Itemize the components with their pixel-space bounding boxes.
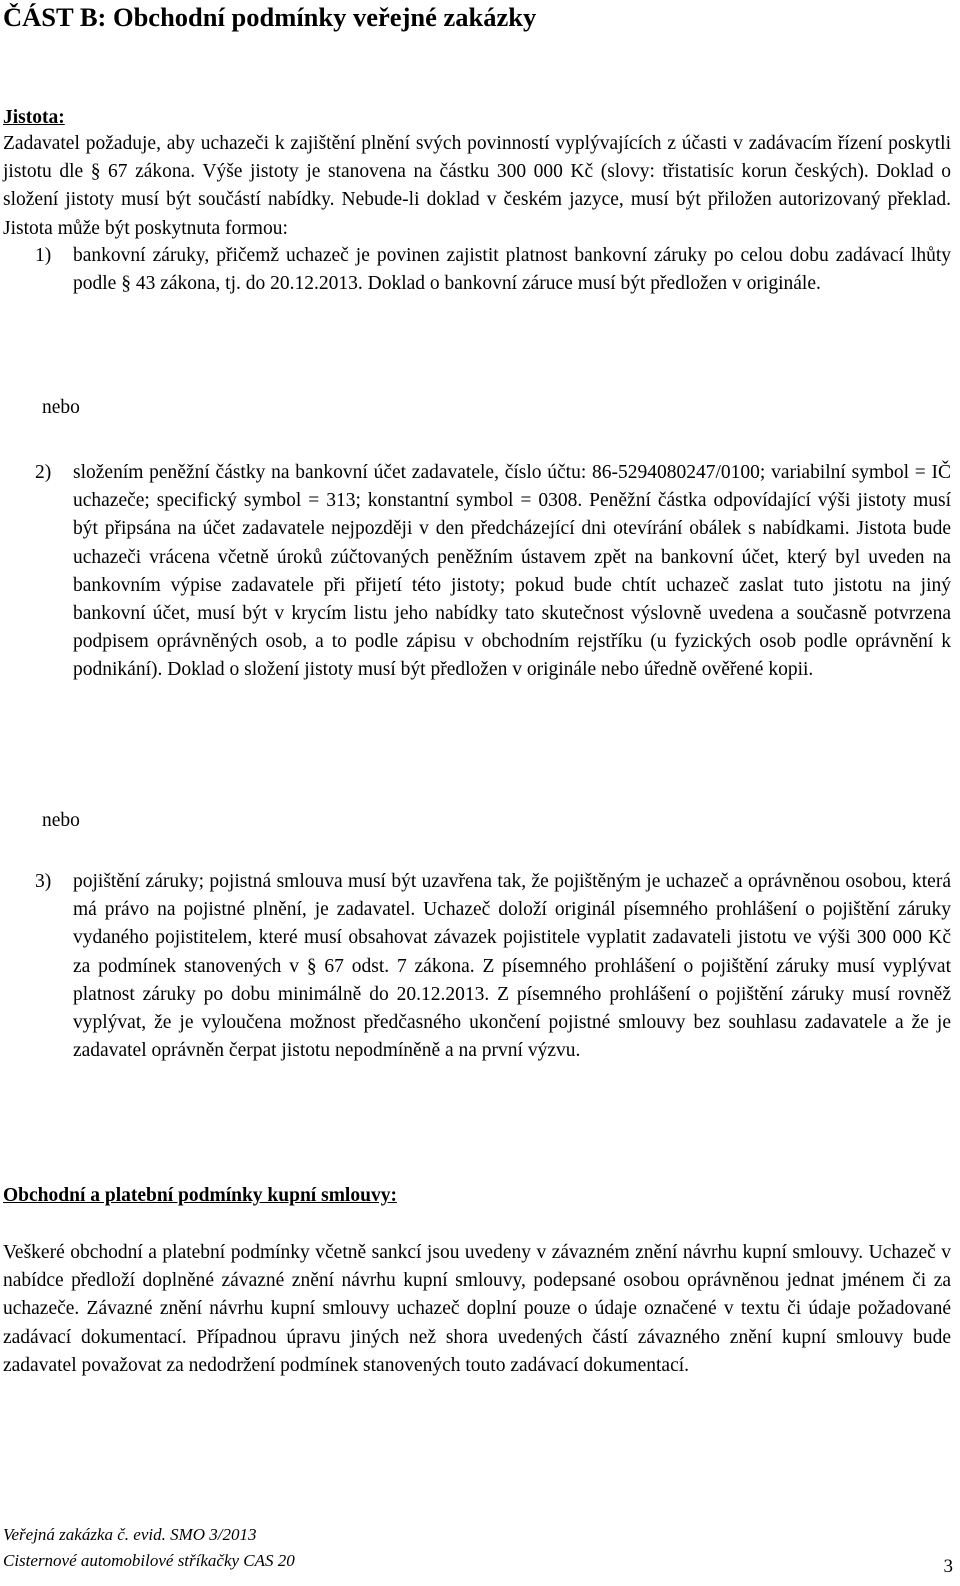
page-number: 3 — [943, 1556, 953, 1577]
section-heading-obchodni: Obchodní a platební podmínky kupní smlouvy: — [3, 1185, 397, 1206]
list-item-number: 3) — [35, 871, 52, 892]
page-title: ČÁST B: Obchodní podmínky veřejné zakázky — [3, 2, 537, 32]
list-item-text: složením peněžní částky na bankovní účet zadavatele, číslo účtu: 86-5294080247/0100; variabilní symbol = IČ uchazeče; specifický symbol = 313; konstantní symbol = 0308. Peněžní částka odpovídající výši jistoty musí být připsána na účet zadavatele nejpozději v den předcházející dni otevírání obálek s nabídkami. Jistota bude uchazeči vrácena včetně úroků zúčtovaných peněžním ústavem zpět na bankovní účet, který byl uveden na bankovním výpise zadavatele při přijetí této jistoty; pokud bude chtít uchazeč zaslat tuto jistotu na jiný bankovní účet, musí být v krycím listu jeho nabídky tato skutečnost výslovně uvedena a současně potvrzena podpisem oprávněných osob, a to podle zápisu v obchodním rejstříku (u fyzických osob podle oprávnění k podnikání). Doklad o složení jistoty musí být předložen v originále nebo úředně ověřené kopii. — [73, 462, 951, 681]
separator-nebo: nebo — [42, 810, 80, 831]
footer-line-1: Veřejná zakázka č. evid. SMO 3/2013 — [3, 1525, 257, 1544]
separator-nebo: nebo — [42, 397, 80, 418]
list-item-text: bankovní záruky, přičemž uchazeč je povinen zajistit platnost bankovní záruky po celou dobu zadávací lhůty podle § 43 zákona, tj. do 20.12.2013. Doklad o bankovní záruce musí být předložen v originále. — [73, 245, 951, 295]
list-item — [35, 242, 951, 298]
obchodni-paragraph: Veškeré obchodní a platební podmínky včetně sankcí jsou uvedeny v závazném znění návrhu kupní smlouvy. Uchazeč v nabídce předloží doplněné závazné znění návrhu kupní smlouvy, podepsané osobou oprávněnou jednat jménem či za uchazeče. Závazné znění návrhu kupní smlouvy uchazeč doplní pouze o údaje označené v textu či údaje požadované zadávací dokumentací. Případnou úpravu jiných než shora uvedených částí závazného znění kupní smlouvy bude zadavatel považovat za nedodržení podmínek stanovených touto zadávací dokumentací. — [3, 1242, 951, 1376]
footer-line-2: Cisternové automobilové stříkačky CAS 20 — [3, 1551, 295, 1570]
section-heading-jistota: Jistota: — [3, 107, 65, 128]
list-item-number: 1) — [35, 245, 52, 266]
jistota-intro-paragraph: Zadavatel požaduje, aby uchazeči k zajištění plnění svých povinností vyplývajících z účasti v zadávacím řízení poskytli jistotu dle § 67 zákona. Výše jistoty je stanovena na částku 300 000 Kč (slovy: třistatisíc korun českých). Doklad o složení jistoty musí být součástí nabídky. Nebude-li doklad v českém jazyce, musí být přiložen autorizovaný překlad. Jistota může být poskytnuta formou: — [3, 133, 951, 239]
list-item — [35, 459, 951, 685]
list-item — [35, 868, 951, 1065]
list-item-number: 2) — [35, 462, 52, 483]
list-item-text: pojištění záruky; pojistná smlouva musí být uzavřena tak, že pojištěným je uchazeč a oprávněnou osobou, která má právo na pojistné plnění, je zadavatel. Uchazeč doloží originál písemného prohlášení o pojištění záruky vydaného pojistitelem, které musí obsahovat závazek pojistitele vyplatit zadavateli jistotu ve výši 300 000 Kč za podmínek stanovených v § 67 odst. 7 zákona. Z písemného prohlášení o pojištění záruky musí vyplývat platnost záruky po dobu minimálně do 20.12.2013. Z písemného prohlášení o pojištění záruky musí rovněž vyplývat, že je vyloučena možnost předčasného ukončení pojistné smlouvy bez souhlasu zadavatele a že je zadavatel oprávněn čerpat jistotu nepodmíněně a na první výzvu. — [73, 871, 951, 1062]
